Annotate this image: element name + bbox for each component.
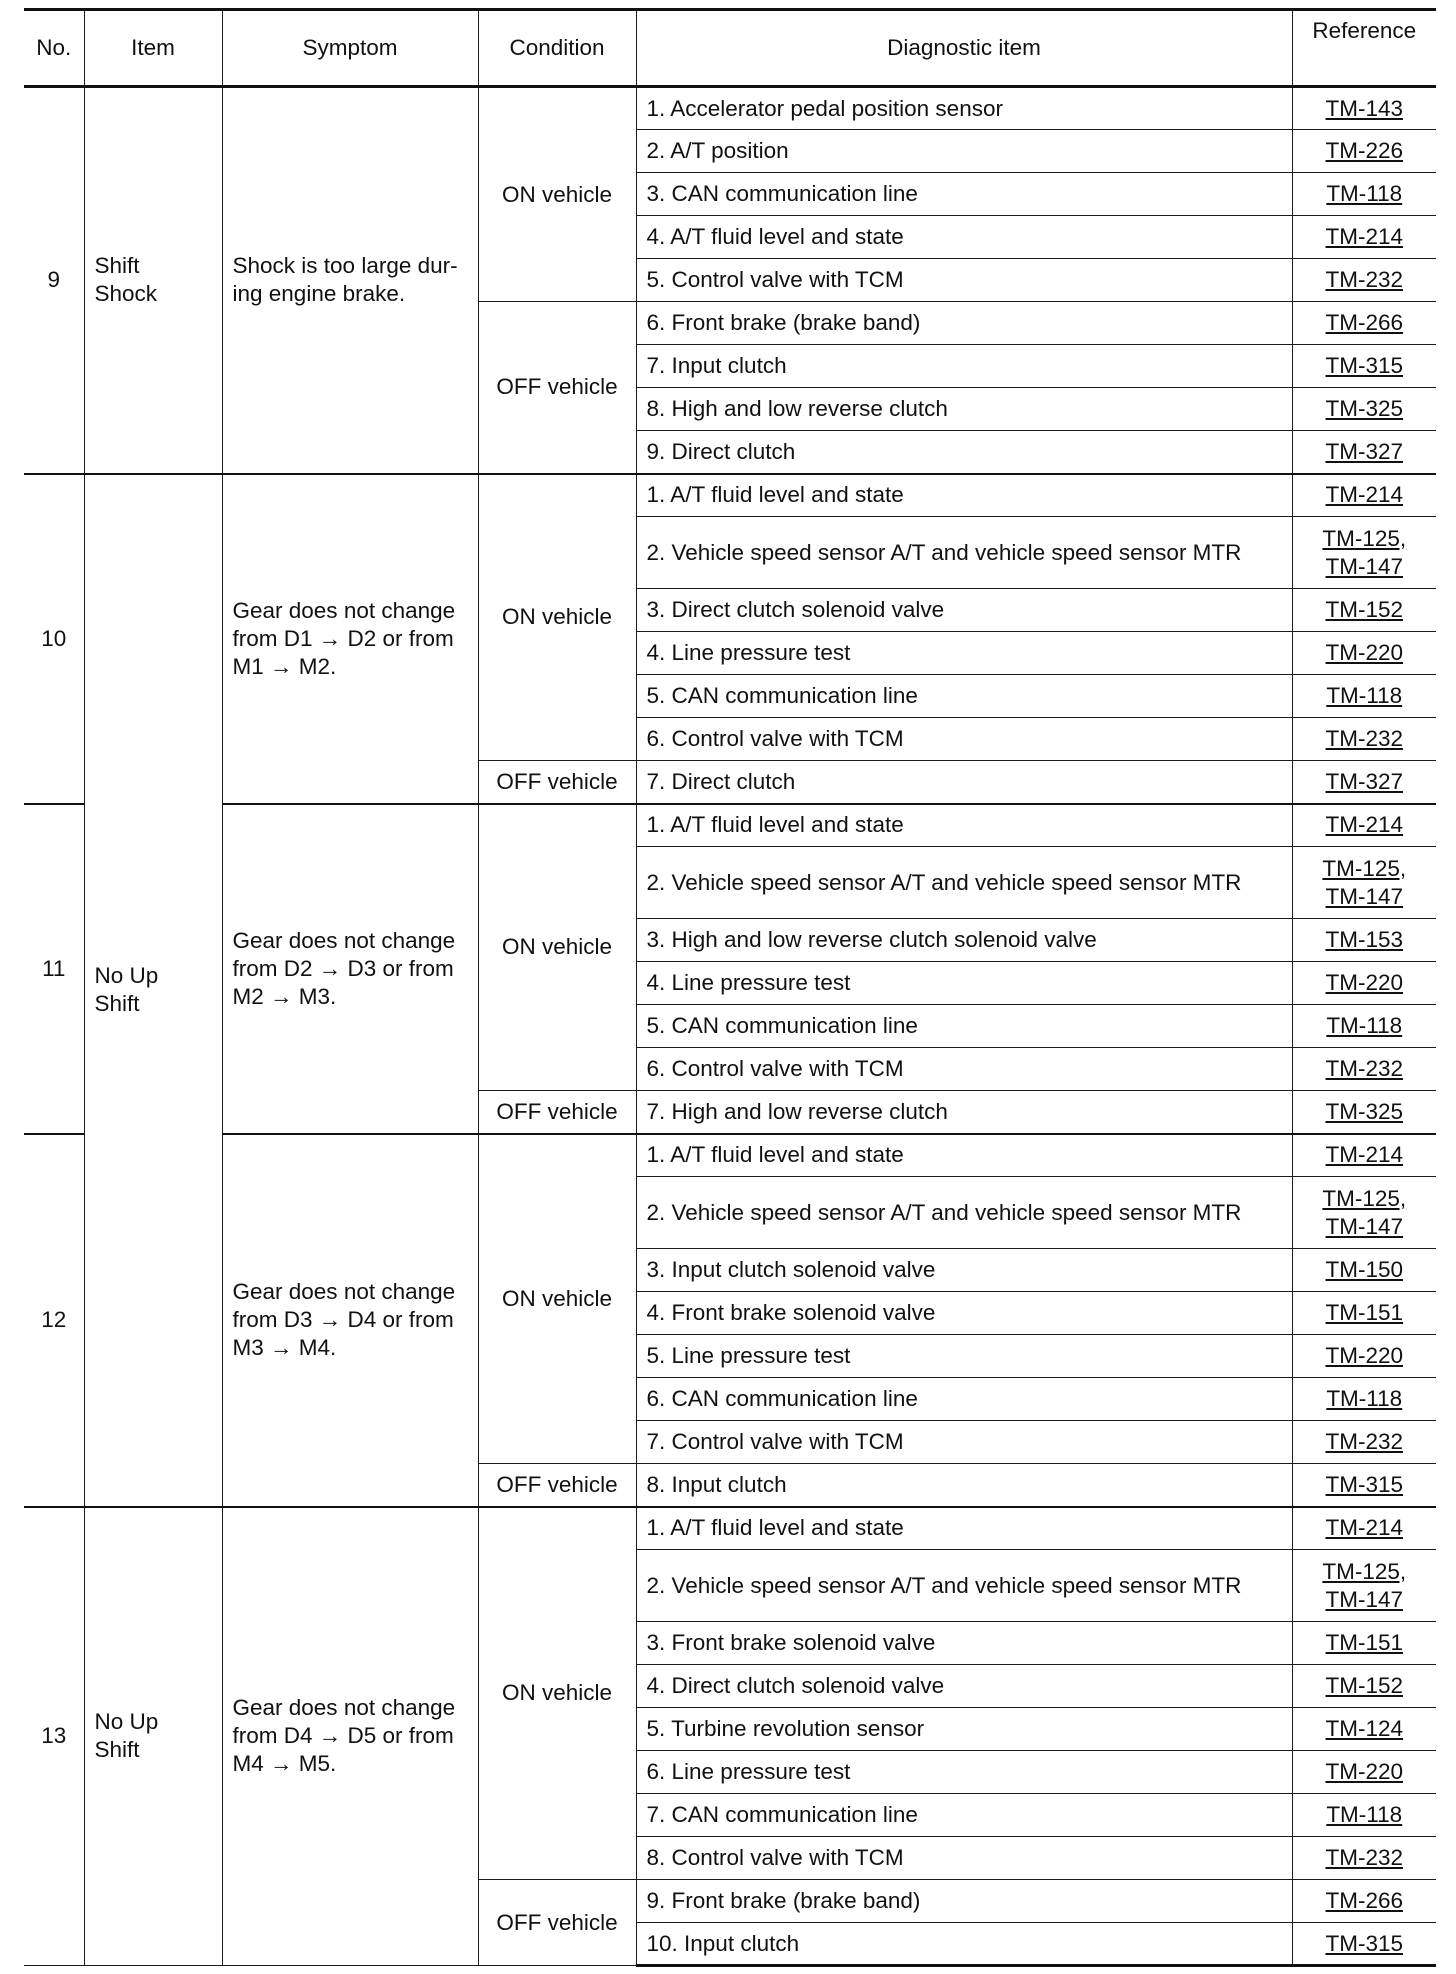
reference-cell [1292, 345, 1436, 388]
symptom-text: M2 → M3. [232, 983, 337, 1009]
reference-cell [1292, 675, 1436, 718]
header-item: Item [84, 10, 222, 87]
reference-link[interactable]: TM-151 [1325, 1630, 1404, 1655]
reference-link[interactable]: TM-327 [1325, 438, 1404, 464]
diagnostic-item: 3. CAN communication line [636, 173, 1292, 216]
reference-link[interactable]: TM-153 [1325, 927, 1404, 952]
diagnostic-item: 2. Vehicle speed sensor A/T and vehicle speed sensor MTR [636, 517, 1292, 589]
diagnostic-item: 1. A/T fluid level and state [636, 804, 1292, 847]
reference-link[interactable]: TM-266 [1325, 310, 1404, 335]
reference-link[interactable]: TM-315 [1325, 1930, 1404, 1956]
diagnostic-item: 2. Vehicle speed sensor A/T and vehicle speed sensor MTR [636, 847, 1292, 919]
symptom-text: from D4 → D5 or from [232, 1723, 454, 1749]
item-text: Shift [94, 991, 140, 1016]
reference-link[interactable]: TM-125, [1322, 525, 1407, 551]
reference-cell [1292, 216, 1436, 259]
reference-link[interactable]: TM-220 [1325, 970, 1404, 995]
reference-cell [1292, 1091, 1436, 1134]
table-row [24, 804, 1436, 847]
diagnostic-item: 4. Line pressure test [636, 632, 1292, 675]
diagnostic-item: 7. High and low reverse clutch [636, 1091, 1292, 1134]
reference-link[interactable]: TM-327 [1325, 768, 1404, 794]
reference-link[interactable]: TM-214 [1325, 1515, 1404, 1541]
reference-cell [1292, 1335, 1436, 1378]
reference-cell [1292, 847, 1436, 919]
condition-cell: ON vehicle [478, 1134, 636, 1464]
diagnostic-item: 8. Input clutch [636, 1464, 1292, 1507]
diagnostic-item: 7. Input clutch [636, 345, 1292, 388]
reference-link[interactable]: TM-147 [1325, 1213, 1404, 1239]
diagnostic-item: 3. Input clutch solenoid valve [636, 1249, 1292, 1292]
item-text: Shock [94, 281, 158, 307]
reference-cell [1292, 1249, 1436, 1292]
diagnostic-item: 7. Direct clutch [636, 761, 1292, 804]
reference-link[interactable]: TM-214 [1325, 482, 1404, 508]
diagnostic-item: 3. Front brake solenoid valve [636, 1622, 1292, 1665]
reference-link[interactable]: TM-151 [1325, 1300, 1404, 1325]
reference-cell [1292, 388, 1436, 431]
reference-cell [1292, 431, 1436, 474]
item-cell [84, 1507, 222, 1966]
symptom-text: ing engine brake. [232, 281, 406, 307]
diagnostic-item: 3. Direct clutch solenoid valve [636, 589, 1292, 632]
header-reference: Reference [1292, 10, 1436, 87]
reference-link[interactable]: TM-220 [1325, 1343, 1404, 1368]
diagnostic-item: 6. CAN communication line [636, 1378, 1292, 1421]
table-row [24, 474, 1436, 517]
reference-link[interactable]: TM-220 [1325, 640, 1404, 665]
item-text: No Up [94, 963, 159, 988]
row-number: 9 [24, 87, 84, 474]
reference-link[interactable]: TM-232 [1325, 1845, 1404, 1870]
reference-link[interactable]: TM-214 [1325, 812, 1404, 838]
reference-link[interactable]: TM-150 [1325, 1257, 1404, 1282]
condition-cell: OFF vehicle [478, 1464, 636, 1507]
item-cell [84, 474, 222, 1507]
reference-link[interactable]: TM-147 [1325, 883, 1404, 909]
reference-link[interactable]: TM-118 [1326, 181, 1403, 206]
reference-cell [1292, 919, 1436, 962]
condition-cell: OFF vehicle [478, 761, 636, 804]
diagnostic-item: 9. Direct clutch [636, 431, 1292, 474]
reference-cell [1292, 1134, 1436, 1177]
symptom-text: M3 → M4. [232, 1335, 337, 1360]
header-symptom: Symptom [222, 10, 478, 87]
reference-link[interactable]: TM-125, [1322, 1558, 1407, 1584]
reference-link[interactable]: TM-232 [1325, 1056, 1404, 1081]
reference-cell [1292, 1292, 1436, 1335]
reference-cell [1292, 589, 1436, 632]
condition-cell: OFF vehicle [478, 1091, 636, 1134]
diagnostic-item: 7. Control valve with TCM [636, 1421, 1292, 1464]
reference-cell [1292, 804, 1436, 847]
reference-cell [1292, 1550, 1436, 1622]
reference-link[interactable]: TM-125, [1322, 1185, 1407, 1211]
diagnostic-item: 4. Line pressure test [636, 962, 1292, 1005]
reference-link[interactable]: TM-143 [1325, 95, 1404, 121]
reference-cell [1292, 474, 1436, 517]
reference-cell [1292, 718, 1436, 761]
diagnostic-item: 4. Front brake solenoid valve [636, 1292, 1292, 1335]
reference-link[interactable]: TM-152 [1325, 597, 1404, 622]
table-row [24, 1134, 1436, 1177]
item-cell [84, 87, 222, 474]
reference-cell [1292, 761, 1436, 804]
condition-cell: ON vehicle [478, 804, 636, 1091]
diagnostic-item: 5. Control valve with TCM [636, 259, 1292, 302]
header-condition: Condition [478, 10, 636, 87]
header-row [24, 10, 1436, 87]
symptom-text: M1 → M2. [232, 653, 337, 679]
diagnostic-item: 3. High and low reverse clutch solenoid valve [636, 919, 1292, 962]
reference-link[interactable]: TM-124 [1325, 1716, 1404, 1741]
reference-cell [1292, 130, 1436, 173]
diagnostic-item: 8. Control valve with TCM [636, 1837, 1292, 1880]
diagnosis-table [24, 8, 1436, 1967]
table-body [24, 87, 1436, 1966]
reference-link[interactable]: TM-214 [1325, 1142, 1404, 1168]
reference-cell [1292, 1751, 1436, 1794]
reference-cell [1292, 1880, 1436, 1923]
symptom-text: Gear does not change [232, 1695, 456, 1721]
diagnostic-item: 1. A/T fluid level and state [636, 474, 1292, 517]
diagnostic-item: 5. Turbine revolution sensor [636, 1708, 1292, 1751]
reference-cell [1292, 302, 1436, 345]
row-number: 11 [24, 804, 84, 1134]
condition-cell: OFF vehicle [478, 302, 636, 474]
reference-link[interactable]: TM-315 [1325, 353, 1404, 378]
reference-cell [1292, 173, 1436, 216]
reference-link[interactable]: TM-118 [1326, 1013, 1403, 1038]
reference-link[interactable]: TM-325 [1325, 396, 1404, 421]
symptom-text: from D1 → D2 or from [232, 625, 454, 651]
reference-cell [1292, 1507, 1436, 1550]
reference-cell [1292, 1665, 1436, 1708]
diagnostic-item: 2. A/T position [636, 130, 1292, 173]
header-diagnostic-item: Diagnostic item [636, 10, 1292, 87]
reference-link[interactable]: TM-232 [1325, 726, 1404, 751]
reference-cell [1292, 632, 1436, 675]
symptom-cell [222, 1134, 478, 1507]
diagnostic-item: 5. CAN communication line [636, 675, 1292, 718]
reference-cell [1292, 962, 1436, 1005]
reference-link[interactable]: TM-118 [1326, 683, 1403, 708]
reference-cell [1292, 1837, 1436, 1880]
item-text: Shift [94, 1737, 140, 1763]
diagnostic-item: 5. CAN communication line [636, 1005, 1292, 1048]
table-row [24, 87, 1436, 130]
reference-link[interactable]: TM-214 [1325, 224, 1404, 249]
reference-link[interactable]: TM-226 [1325, 138, 1404, 163]
condition-cell: ON vehicle [478, 87, 636, 302]
reference-cell [1292, 1378, 1436, 1421]
reference-link[interactable]: TM-147 [1325, 553, 1404, 579]
reference-link[interactable]: TM-118 [1326, 1386, 1403, 1411]
diagnostic-item: 1. A/T fluid level and state [636, 1134, 1292, 1177]
symptom-text: Gear does not change [232, 1279, 456, 1304]
diagnostic-item: 2. Vehicle speed sensor A/T and vehicle speed sensor MTR [636, 1177, 1292, 1249]
condition-cell: ON vehicle [478, 474, 636, 761]
reference-link[interactable]: TM-152 [1325, 1673, 1404, 1698]
item-text: Shift [94, 253, 140, 279]
diagnostic-item: 6. Line pressure test [636, 1751, 1292, 1794]
symptom-text: from D2 → D3 or from [232, 955, 454, 981]
diagnostic-item: 4. Direct clutch solenoid valve [636, 1665, 1292, 1708]
row-number: 13 [24, 1507, 84, 1966]
symptom-cell [222, 87, 478, 474]
diagnostic-item: 2. Vehicle speed sensor A/T and vehicle speed sensor MTR [636, 1550, 1292, 1622]
diagnostic-item: 8. High and low reverse clutch [636, 388, 1292, 431]
reference-cell [1292, 87, 1436, 130]
symptom-cell [222, 804, 478, 1134]
reference-link[interactable]: TM-147 [1325, 1586, 1404, 1612]
diagnostic-item: 4. A/T fluid level and state [636, 216, 1292, 259]
reference-link[interactable]: TM-125, [1322, 855, 1407, 881]
item-text: No Up [94, 1709, 159, 1735]
reference-cell [1292, 1464, 1436, 1507]
diagnostic-item: 5. Line pressure test [636, 1335, 1292, 1378]
reference-cell [1292, 1708, 1436, 1751]
reference-link[interactable]: TM-325 [1325, 1098, 1404, 1124]
reference-cell [1292, 1622, 1436, 1665]
symptom-cell [222, 1507, 478, 1966]
reference-cell [1292, 1421, 1436, 1464]
reference-cell [1292, 1794, 1436, 1837]
diagnostic-item: 6. Front brake (brake band) [636, 302, 1292, 345]
condition-cell: OFF vehicle [478, 1880, 636, 1966]
diagnostic-item: 7. CAN communication line [636, 1794, 1292, 1837]
reference-cell [1292, 1923, 1436, 1966]
symptom-text: from D3 → D4 or from [232, 1307, 454, 1332]
diagnostic-item: 10. Input clutch [636, 1923, 1292, 1966]
row-number: 12 [24, 1134, 84, 1507]
reference-cell [1292, 259, 1436, 302]
diagnostic-item: 9. Front brake (brake band) [636, 1880, 1292, 1923]
symptom-text: M4 → M5. [232, 1751, 337, 1777]
symptom-text: Gear does not change [232, 927, 456, 953]
diagnostic-item: 6. Control valve with TCM [636, 1048, 1292, 1091]
table-row [24, 1507, 1436, 1550]
reference-link[interactable]: TM-266 [1325, 1888, 1404, 1913]
header-no: No. [24, 10, 84, 87]
symptom-cell [222, 474, 478, 804]
reference-cell [1292, 1177, 1436, 1249]
row-number: 10 [24, 474, 84, 804]
condition-cell: ON vehicle [478, 1507, 636, 1880]
reference-cell [1292, 1048, 1436, 1091]
document-page [24, 8, 1436, 1967]
reference-link[interactable]: TM-118 [1326, 1802, 1403, 1827]
symptom-text: Shock is too large dur- [232, 253, 458, 279]
reference-cell [1292, 517, 1436, 589]
reference-link[interactable]: TM-315 [1325, 1471, 1404, 1497]
reference-link[interactable]: TM-232 [1325, 1429, 1404, 1454]
diagnostic-item: 1. A/T fluid level and state [636, 1507, 1292, 1550]
reference-link[interactable]: TM-220 [1325, 1759, 1404, 1784]
diagnostic-item: 1. Accelerator pedal position sensor [636, 87, 1292, 130]
reference-link[interactable]: TM-232 [1325, 267, 1404, 292]
diagnostic-item: 6. Control valve with TCM [636, 718, 1292, 761]
reference-cell [1292, 1005, 1436, 1048]
symptom-text: Gear does not change [232, 597, 456, 623]
